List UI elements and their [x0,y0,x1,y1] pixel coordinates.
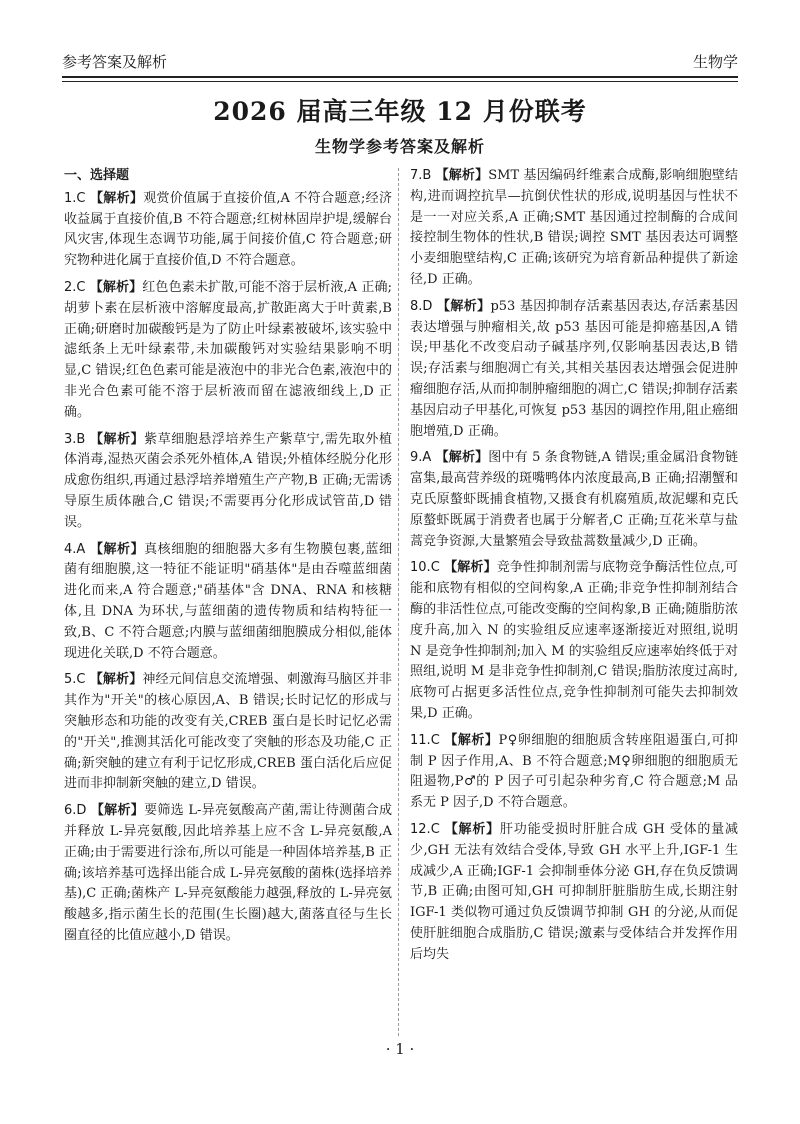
answer-item-10: 10.C 【解析】竞争性抑制剂需与底物竞争酶活性位点,可能和底物有相似的空间构象,A 正确;非竞争性抑制剂结合酶的非活性位点,可能改变酶的空间构象,B 正确;随脂肪浓度升高,加入 N 的实验组反应速率逐渐接近对照组,说明 N 是竞争性抑制剂;加入 M 的实验组反应速率始终低于对照组,说明 M 是非竞争性抑制剂,C 错误;脂肪浓度过高时,底物可占据更多活性位点,竞争性抑制剂可能失去抑制效果,D 正确。 [410,560,738,721]
left-column [64,166,392,953]
section-title: 一、选择题 [64,168,130,183]
answer-item-6: 6.D 【解析】要筛选 L-异亮氨酸高产菌,需让待测菌合成并释放 L-异亮氨酸,因此培养基上应不含 L-异亮氨酸,A 正确;由于需要进行涂布,所以可能是一种固体培养基,B 正确;该培养基可选择出能合成 L-异亮氨酸的菌株(选择培养基),C 正确;菌株产 L-异亮氨酸能力越强,释放的 L-异亮氨酸越多,指示菌生长的范围(生长圈)越大,菌落直径与生长圈直径的比值应越小,D 错误。 [64,803,392,943]
answer-item-11: 11.C 【解析】P♀卵细胞的细胞质含转座阻遏蛋白,可抑制 P 因子作用,A、B 不符合题意;M♀卵细胞的细胞质无阻遏物,P♂的 P 因子可引起杂种劣育,C 符合题意;M 品系无 P 因子,D 不符合题意。 [410,732,738,811]
page-header [62,44,738,78]
answer-item-2: 2.C 【解析】红色色素未扩散,可能不溶于层析液,A 正确;胡萝卜素在层析液中溶解度最高,扩散距离大于叶黄素,B 正确;研磨时加碳酸钙是为了防止叶绿素被破坏,该实验中滤纸条上无叶绿素带,未加碳酸钙对实验结果影响不明显,C 错误;红色色素可能是液泡中的非光合色素,液泡中的非光合色素可能不溶于层析液而留在滤液细线上,D 正确。 [64,279,392,420]
right-column [410,166,738,971]
answer-item-7: 7.B 【解析】SMT 基因编码纤维素合成酶,影响细胞壁结构,进而调控抗旱—抗倒伏性状的形成,说明基因与性状不是一一对应关系,A 正确;SMT 基因通过控制酶的合成间接控制生物体的性状,B 错误;调控 SMT 基因表达可调整小麦细胞壁结构,C 正确;该研究为培育新品种提供了新途径,D 正确。 [410,168,738,287]
page-number: · 1 · [385,1040,415,1058]
answer-item-1: 1.C 【解析】观赏价值属于直接价值,A 不符合题意;经济收益属于直接价值,B 不符合题意;红树林固岸护堤,缓解台风灾害,体现生态调节功能,属于间接价值,C 符合题意;研究物种进化属于直接价值,D 不符合题意。 [64,190,392,269]
header-left: 参考答案及解析 [62,53,168,71]
answer-item-3: 3.B 【解析】紫草细胞悬浮培养生产紫草宁,需先取外植体消毒,湿热灭菌会杀死外植体,A 错误;外植体经脱分化形成愈伤组织,再通过悬浮培养增殖生产产物,B 正确;无需诱导原生质体融合,C 错误;不需要再分化形成试管苗,D 错误。 [64,431,392,530]
answer-item-5: 5.C 【解析】神经元间信息交流增强、刺激海马脑区并非其作为"开关"的核心原因,A、B 错误;长时记忆的形成与突触形态和功能的改变有关,CREB 蛋白是长时记忆必需的"开关",推测其活化可能改变了突触的形态及功能,C 正确;新突触的建立有利于记忆形成,CREB 蛋白活化后应促进而非抑制新突触的建立,D 错误。 [64,672,392,792]
answer-item-8: 8.D 【解析】p53 基因抑制存活素基因表达,存活素基因表达增强与肿瘤相关,故 p53 基因可能是抑癌基因,A 错误;甲基化不改变启动子碱基序列,仅影响基因表达,B 错误;存活素与细胞凋亡有关,其相关基因表达增强会促进肿瘤细胞存活,从而抑制肿瘤细胞的凋亡,C 错误;抑制存活素基因启动子甲基化,可恢复 p53 基因的调控作用,阻止癌细胞增殖,D 正确。 [410,298,738,439]
column-divider [398,168,399,1036]
header-right: 生物学 [692,53,738,71]
page-title: 2026 届高三年级 12 月份联考 [213,97,587,126]
answer-item-9: 9.A 【解析】图中有 5 条食物链,A 错误;重金属沿食物链富集,最高营养级的斑嘴鸭体内浓度最高,B 正确;招潮蟹和克氏原螯虾既捕食植物,又摄食有机腐殖质,故泥螺和克氏原螯虾既属于消费者也属于分解者,C 正确;互花米草与盐蒿竞争资源,大量繁殖会导致盐蒿数量减少,D 正确。 [410,450,738,549]
answer-item-12: 12.C 【解析】肝功能受损时肝脏合成 GH 受体的量减少,GH 无法有效结合受体,导致 GH 水平上升,IGF-1 生成减少,A 正确;IGF-1 会抑制垂体分泌 GH,存在负反馈调节,B 正确;由图可知,GH 可抑制肝脏脂肪生成,长期注射 IGF-1 类似物可通过负反馈调节抑制 GH 的分泌,从而促使肝脏细胞合成脂肪,C 错误;激素与受体结合并发挥作用后均失 [410,821,738,962]
answer-item-4: 4.A 【解析】真核细胞的细胞器大多有生物膜包裹,蓝细菌有细胞膜,这一特征不能证明"硝基体"是由吞噬蓝细菌进化而来,A 符合题意;"硝基体"含 DNA、RNA 和核糖体,且 DNA 为环状,与蓝细菌的遗传物质和结构特征一致,B、C 不符合题意;内膜与蓝细菌细胞膜成分相似,能体现进化关联,D 不符合题意。 [64,541,392,661]
page-subtitle: 生物学参考答案及解析 [314,137,485,156]
